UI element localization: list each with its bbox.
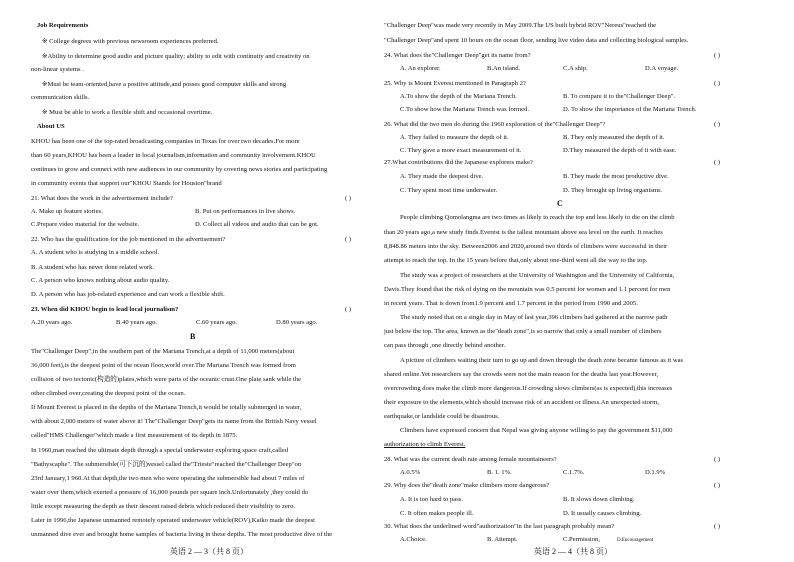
- passage-b-line-1: The"Challenger Deep",in the southern part of the Mariana Trench,at a depth of 11,000 meters(about: [31, 348, 295, 355]
- question-28: 28. What was the current death rate among female mountaineers?: [384, 456, 557, 463]
- passage-b-line-10: 23rd January,1 960.At that depth,the two men who were operating the submersible had about 7 miles of: [31, 475, 305, 482]
- q29-option-c: C. It often makes people ill.: [400, 510, 474, 517]
- q28-option-a: A.0.5%: [400, 469, 421, 476]
- passage-c-line-5: The study was a project of researchers at the University of Washington and the University of California,: [400, 272, 675, 279]
- q25-option-d: D. To show the importance of the Mariana Trench.: [563, 106, 697, 113]
- q23-option-b: B.40 years ago.: [116, 319, 158, 326]
- requirement-2-cont: non-linear systems .: [31, 66, 84, 73]
- passage-c-line-3: 8,848.86 meters into the sky. Between2006 and 2020,around two thirds of climbers were successful in their: [384, 243, 668, 250]
- answer-blank-29[interactable]: ( ): [714, 482, 721, 489]
- answer-blank-27[interactable]: ( ): [714, 159, 721, 166]
- passage-c-line-14: their exposure to the elements,which should increase risk of an accident or illness.An unexpected storm,: [384, 399, 659, 406]
- passage-c-line-16: Climbers have expressed concern that Nepal was giving anyone willing to pay the government $11,000: [400, 427, 673, 434]
- passage-c-line-15: earthquake,or landslide could be disastrous.: [384, 413, 500, 420]
- q24-option-d: D.A voyage.: [645, 65, 679, 72]
- question-30: 30. What does the underlined word"authorization"in the last paragraph probably mean?: [384, 523, 615, 530]
- question-26: 26. What did the two men do during the 1960 exploration of the"Challenger Deep"?: [384, 121, 606, 128]
- job-requirements-title: Job Requirements: [37, 22, 89, 29]
- q26-option-c: C. They gave a more exact measurement of it.: [400, 147, 522, 154]
- passage-b-line-2: 36,000 feet),is the deepest point of the ocean floor,world over.The Mariana Trench was formed from: [31, 362, 296, 369]
- answer-blank-21[interactable]: ( ): [345, 195, 352, 202]
- about-line-1: KHOU has been one of the top-rated broadcasting companies in Texas for over two decades.For more: [31, 138, 300, 145]
- passage-b-cont-line-1: "Challenger Deep"was made very recently in May 2009.The US built hybrid ROV"Nereus"reached the: [384, 22, 657, 29]
- q28-option-d: D.1.9%: [645, 469, 666, 476]
- passage-b-line-14: unmanned dive ever and brought home samples of bacteria living in these depths. The most productive dive of the: [31, 531, 333, 538]
- q23-option-d: D.80 years ago.: [276, 319, 318, 326]
- question-21: 21. What does the work in the advertisement include?: [31, 195, 173, 202]
- requirement-4: ※ Must be able to work a flexible shift and occasional overtime.: [42, 109, 213, 116]
- section-b-heading: B: [190, 332, 196, 341]
- q28-option-b: B. 1. 1%.: [487, 469, 512, 476]
- question-23: 23. When did KHOU begin to lead local journalism?: [31, 306, 179, 313]
- requirement-1: ※ College degrees with previous newsroom experiences preferred.: [42, 38, 219, 45]
- q30-option-c: C.Permission,: [563, 536, 601, 543]
- question-22: 22. Who has the qualification for the job mentioned in the advertisement?: [31, 236, 226, 243]
- passage-b-cont-line-2: "Challenger Deep"and spent 10 hours on the ocean floor, sending live video data and collecting biological samples.: [384, 37, 689, 44]
- passage-c-line-8: The study noted that on a single day in May of last year,396 climbers had gathered at the narrow path: [400, 314, 668, 321]
- answer-blank-22[interactable]: ( ): [345, 236, 352, 243]
- passage-c-line-7: in recent years. That is down from1.9 percent and 1.7 percent in the period from 1990 and 2005.: [384, 300, 638, 307]
- q29-option-b: B. It slows down climbing.: [563, 496, 635, 503]
- page-footer-4: 英语 2 — 4（共 8 页）: [534, 547, 612, 556]
- passage-b-line-8: In 1960,man reached the ultimate depth through a special underwater exploring space craft,called: [31, 447, 289, 454]
- section-c-heading: C: [557, 199, 563, 208]
- passage-b-line-12: little except measuring the depth as their descent raised debris which reduced their visibility to zero.: [31, 503, 296, 510]
- q24-option-c: C.A ship.: [563, 65, 588, 72]
- q24-option-b: B.An island.: [487, 65, 521, 72]
- about-line-2: than 60 years,KHOU has been a leader in local journalism,information and community involvement.KHOU: [31, 152, 316, 159]
- passage-c-line-12: shared online.Yet researchers say the crowds were not the main reason for the deaths last year.However,: [384, 371, 659, 378]
- q22-option-b: B. A student who has never done related work.: [31, 264, 155, 271]
- q21-option-b: B. Put on performances in live shows.: [195, 208, 296, 215]
- requirement-3-cont: communication skills.: [31, 94, 90, 101]
- q22-option-a: A. A student who is studying in a middle school.: [31, 249, 160, 256]
- q22-option-d: D. A person who has job-related experience and can work a flexible shift.: [31, 291, 225, 298]
- q26-option-a: A. They failed to measure the depth of it.: [400, 134, 509, 141]
- passage-c-line-2: than 20 years ago,a new study finds.Everest is the tallest mountain above sea level on the earth. It reaches: [384, 229, 663, 236]
- q21-option-c: C.Prepare video material for the website.: [31, 221, 140, 228]
- q27-option-a: A. They made the deepest dive.: [400, 173, 484, 180]
- question-25: 25. Why is Mount Everest mentioned in Paragraph 2?: [384, 80, 526, 87]
- passage-b-line-4: other climbed over,creating the deepest point of the ocean.: [31, 390, 186, 397]
- q23-option-c: C.60 years ago.: [196, 319, 238, 326]
- q23-option-a: A.20 years ago.: [31, 319, 73, 326]
- question-27: 27.What contributions did the Japanese explorers make?: [384, 159, 533, 166]
- q21-option-d: D. Collect all videos and audio that can be got.: [195, 221, 319, 228]
- answer-blank-26[interactable]: ( ): [714, 121, 721, 128]
- passage-b-line-7: called"HMS Challenger"which made a first measurement of its depth in 1875.: [31, 432, 238, 439]
- q25-option-a: A.To show the depth of the Mariana Trench.: [400, 93, 517, 100]
- q27-option-b: B. They made the most productive dive.: [563, 173, 669, 180]
- question-29: 29. Why does the"death zone"make climbers more dangerous?: [384, 482, 550, 489]
- passage-c-line-6: Davis.They found that the risk of dying on the mountain was 0.5 percent for women and 1.1 percent for men: [384, 286, 671, 293]
- passage-b-line-9: "Bathyscaphe". The submersible(可下沉的)vessel called the"Trieste"reached the"Challenger Deep"on: [31, 461, 302, 468]
- passage-c-line-1: People climbing Qomolangma are two times as likely to reach the top and less likely to die on the climb: [400, 214, 675, 221]
- q26-option-d: D.They measured the depth of it with ease.: [563, 147, 677, 154]
- about-line-3: continues to grow and connect with new audiences in our community by covering news stories and participating: [31, 166, 328, 173]
- about-us-title: About US: [37, 123, 65, 130]
- about-line-4: in community events that support our"KHOU Stands for Houston"brand: [31, 180, 222, 187]
- q30-option-a: A.Choice.: [400, 536, 427, 543]
- answer-blank-24[interactable]: ( ): [714, 52, 721, 59]
- q29-option-a: A. It is too hard to pass.: [400, 496, 464, 503]
- q25-option-c: C.To show how the Mariana Trench was formed.: [400, 106, 530, 113]
- answer-blank-25[interactable]: ( ): [714, 80, 721, 87]
- page-footer-3: 英语 2 — 3（共 8 页）: [170, 547, 248, 556]
- passage-b-line-3: collision of two tectonic(构造的)plates,which were parts of the oceanic crust.One plate sank while the: [31, 376, 302, 383]
- question-24: 24. What does the"Challenger Deep"get its name from?: [384, 52, 531, 59]
- q24-option-a: A. An explorer.: [400, 65, 441, 72]
- passage-b-line-11: water over them,which exerted a pressure of 16,000 pounds per square inch.Unfortunately ,they could do: [31, 489, 309, 496]
- right-page: [384, 0, 794, 562]
- answer-blank-30[interactable]: ( ): [714, 523, 721, 530]
- passage-c-line-4: attempt to reach the top. In the 15 years before that,only about one-third went all the way to the top.: [384, 257, 648, 264]
- requirement-3: ※Must be team-oriented,have a positive attitude,and posses good computer skills and strong: [42, 81, 287, 88]
- q27-option-c: C. They spent most time underwater.: [400, 187, 498, 194]
- q26-option-b: B. They only measured the depth of it.: [563, 134, 665, 141]
- q30-option-d: D.Encouragement: [617, 538, 654, 543]
- passage-b-line-6: with about 2,000 meters of water above it! The"Challenger Deep"gets its name from the British Navy vessel: [31, 418, 317, 425]
- q29-option-d: D. It usually causes climbing.: [563, 510, 642, 517]
- passage-b-line-13: Later in 1996,the Japanese unmanned remotely operated underwater vehicle(ROV),Kaiko made the deepest: [31, 517, 315, 524]
- answer-blank-23[interactable]: ( ): [345, 306, 352, 313]
- passage-c-line-9: just below the top. The area, known as the"death zone",is so narrow that only a small number of climbers: [384, 328, 662, 335]
- q21-option-a: A. Make up feature stories.: [31, 208, 103, 215]
- passage-b-line-5: If Mount Everest is placed in the depths of the Mariana Trench,it would be totally submerged in water,: [31, 404, 302, 411]
- q27-option-d: D. They brought up living organisms.: [563, 187, 663, 194]
- passage-c-line-17: authorization to climb Everest.: [384, 441, 466, 448]
- q22-option-c: C. A person who knows nothing about audio quality.: [31, 277, 170, 284]
- q28-option-c: C.1.7%.: [563, 469, 585, 476]
- passage-c-line-10: can pass through ,one directly behind another.: [384, 342, 506, 349]
- passage-c-line-13: overcrowding does make the climb more dangerous.If crowding slows climbers(as is expected),this increases: [384, 385, 673, 392]
- answer-blank-28[interactable]: ( ): [714, 456, 721, 463]
- requirement-2: ※Ability to determine good audio and picture quality; ability to edit with continuity and creativity on: [42, 53, 310, 60]
- q30-option-b: B. Attempt.: [487, 536, 518, 543]
- passage-c-line-11: A picture of climbers waiting their turn to go up and down through the death zone became famous as it was: [400, 357, 684, 364]
- q25-option-b: B. To compare it to the"Challenger Deep".: [563, 93, 676, 100]
